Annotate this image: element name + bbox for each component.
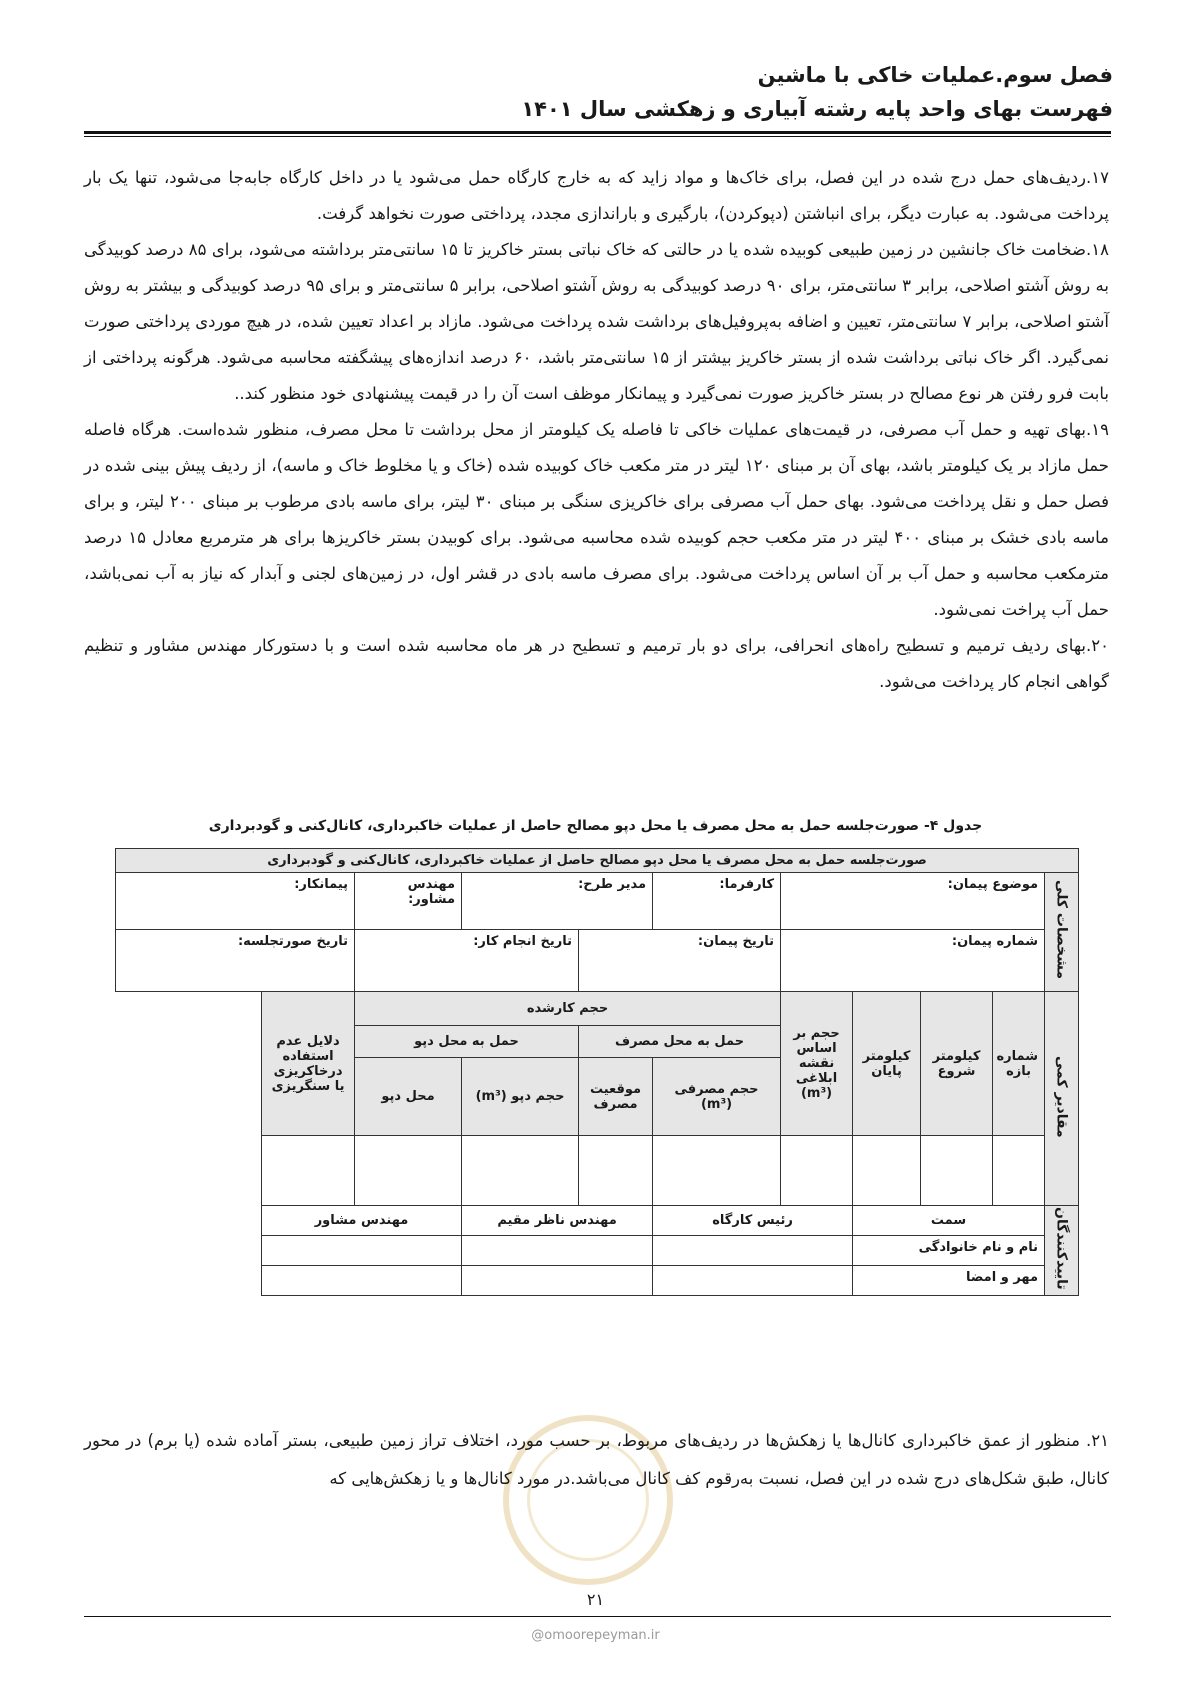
haul-to-depot-header: حمل به محل دپو [355, 1026, 579, 1058]
body-text [84, 160, 1109, 700]
data-cell [579, 1136, 653, 1206]
depot-volume-header: حجم دپو (m³) [462, 1058, 579, 1136]
data-cell [993, 1136, 1045, 1206]
haul-to-use-header: حمل به محل مصرف [579, 1026, 781, 1058]
contract-subject-field: موضوع پیمان: [781, 873, 1045, 930]
plan-volume-header: حجم بر اساس نقشه ابلاغی (m³) [781, 992, 853, 1136]
data-cell [653, 1136, 781, 1206]
table-caption: جدول ۴- صورت‌جلسه حمل به محل مصرف یا محل دپو مصالح حاصل از عملیات خاکبرداری، کانال‌کنی و گودبرداری [208, 818, 983, 834]
data-cell [853, 1136, 921, 1206]
employer-field: کارفرما: [653, 873, 781, 930]
seal-row-label: مهر و امضا [853, 1266, 1045, 1296]
data-cell [462, 1136, 579, 1206]
contract-date-field: تاریخ پیمان: [579, 930, 781, 992]
contractor-field: پیمانکار: [116, 873, 355, 930]
paragraph-17: ۱۷.ردیف‌های حمل درج شده در این فصل، برای خاک‌ها و مواد زاید که به خارج کارگاه حمل می‌شود یا در داخل کارگاه جابه‌جا می‌شود، تنها یک بار پرداخت می‌شود. به عبارت دیگر، برای انباشتن (دپوکردن)، بارگیری و باراندازی مجدد، پرداختی صورت نخواهد گرفت. [84, 168, 1109, 223]
minutes-form-table [115, 848, 1079, 1296]
header-rule-thick [84, 131, 1111, 134]
reasons-header: دلایل عدم استفاده درخاکریزی یا سنگریزی [262, 992, 355, 1136]
depot-location-header: محل دپو [355, 1058, 462, 1136]
website-watermark: @omoorepeyman.ir [531, 1628, 660, 1643]
used-volume-header: حجم مصرفی (m³) [653, 1058, 781, 1136]
km-end-header: کیلومتر پایان [853, 992, 921, 1136]
minutes-date-field: تاریخ صورتجلسه: [116, 930, 355, 992]
site-head-header: رئیس کارگاه [653, 1206, 853, 1236]
signer-cell [262, 1266, 462, 1296]
signer-cell [462, 1266, 653, 1296]
paragraph-21: ۲۱. منظور از عمق خاکبرداری کانال‌ها یا زهکش‌ها در ردیف‌های مربوط، بر حسب مورد، اختلاف تراز زمین طبیعی، بستر آماده شده (یا برم) در محور کانال، طبق شکل‌های درج شده در این فصل، نسبت به‌رقوم کف کانال می‌باشد.در مورد کانال‌ها و یا زهکش‌هایی که [84, 1431, 1109, 1488]
paragraph-21-block [84, 1422, 1109, 1498]
form-title: صورت‌جلسه حمل به محل مصرف یا محل دپو مصالح حاصل از عملیات خاکبرداری، کانال‌کنی و گودبرداری [116, 849, 1079, 873]
segment-number-header: شماره بازه [993, 992, 1045, 1136]
section-signers-label: تایید‌کنندگان [1045, 1206, 1079, 1296]
paragraph-19: ۱۹.بهای تهیه و حمل آب مصرفی، در قیمت‌های عملیات خاکی تا فاصله یک کیلومتر از محل برداشت تا محل مصرف، منظور شده‌است. هرگاه فاصله حمل مازاد بر یک کیلومتر باشد، بهای آن بر مبنای ۱۲۰ لیتر در متر مکعب خاک کوبیده شده (خاک و یا مخلوط خاک و ماسه)، از ردیف پیش بینی شده در فصل حمل و نقل پرداخت می‌شود. بهای حمل آب مصرفی برای خاکریزی سنگی بر مبنای ۳۰ لیتر، برای ماسه بادی مرطوب بر مبنای ۲۰۰ لیتر، و برای ماسه بادی خشک بر مبنای ۴۰۰ لیتر در متر مکعب حجم کوبیده شده محاسبه می‌شود. برای کوبیدن بستر خاکریزها برای هر مترمربع معادل ۱۵ درصد مترمکعب محاسبه و حمل آب بر آن اساس پرداخت می‌شود. برای مصرف ماسه بادی در قشر اول، در زمین‌های لجنی و آبدار که نیاز به آب نمی‌باشد، حمل آب پراخت نمی‌شود. [84, 420, 1110, 619]
data-cell [921, 1136, 993, 1206]
signer-cell [653, 1236, 853, 1266]
consultant-field: مهندس مشاور: [355, 873, 462, 930]
document-title: فهرست بهای واحد پایه رشته آبیاری و زهکشی سال ۱۴۰۱ [521, 97, 1113, 121]
paragraph-20: ۲۰.بهای ردیف ترمیم و تسطیح راه‌های انحرافی، برای دو بار ترمیم و تسطیح در هر ماه محاسبه شده است و با دستورکار مهندس مشاور و تنظیم گواهی انجام کار پرداخت می‌شود. [84, 636, 1109, 691]
consultant-signer-header: مهندس مشاور [262, 1206, 462, 1236]
work-date-field: تاریخ انجام کار: [355, 930, 579, 992]
section-general-label: مشخصات کلی [1045, 873, 1079, 992]
header-rule-thin [84, 136, 1111, 137]
signer-cell [653, 1266, 853, 1296]
work-volume-header: حجم کارشده [355, 992, 781, 1026]
contract-number-field: شماره پیمان: [781, 930, 1045, 992]
signer-cell [462, 1236, 653, 1266]
signer-cell [262, 1236, 462, 1266]
paragraph-18: ۱۸.ضخامت خاک جانشین در زمین طبیعی کوبیده شده یا در حالتی که خاک نباتی بستر خاکریز تا ۱۵ سانتی‌متر برداشته می‌شود، برای ۸۵ درصد کوبیدگی به روش آشتو اصلاحی، برابر ۳ سانتی‌متر، برای ۹۰ درصد کوبیدگی به روش آشتو اصلاحی، برابر ۵ سانتی‌متر و برای ۹۵ درصد کوبیدگی و بیشتر به روش آشتو اصلاحی، برابر ۷ سانتی‌متر، تعیین و اضافه به‌پروفیل‌های برداشت شده پرداخت می‌شود. مازاد بر اعداد تعیین شده، در هیچ موردی پرداختی صورت نمی‌گیرد. اگر خاک نباتی برداشت شده از بستر خاکریز بیشتر از ۱۵ سانتی‌متر باشد، ۶۰ درصد اندازه‌های پیشگفته محاسبه می‌شود. هرگونه پرداختی از بابت فرو رفتن هر نوع مصالح در بستر خاکریز صورت نمی‌گیرد و پیمانکار موظف است آن را در قیمت پیشنهادی خود منظور کند.. [84, 240, 1109, 403]
chapter-title: فصل سوم.عملیات خاکی با ماشین [757, 63, 1113, 87]
footer-rule [84, 1616, 1111, 1617]
use-location-header: موقعیت مصرف [579, 1058, 653, 1136]
data-cell [355, 1136, 462, 1206]
name-row-label: نام و نام خانوادگی [853, 1236, 1045, 1266]
data-cell [262, 1136, 355, 1206]
project-manager-field: مدیر طرح: [462, 873, 653, 930]
km-start-header: کیلومتر شروع [921, 992, 993, 1136]
page-number: ۲۱ [586, 1590, 605, 1609]
section-quantity-label: مقادیر کمی [1045, 992, 1079, 1206]
supervisor-header: مهندس ناظر مقیم [462, 1206, 653, 1236]
position-header: سمت [853, 1206, 1045, 1236]
page-header [78, 58, 1113, 126]
data-cell [781, 1136, 853, 1206]
